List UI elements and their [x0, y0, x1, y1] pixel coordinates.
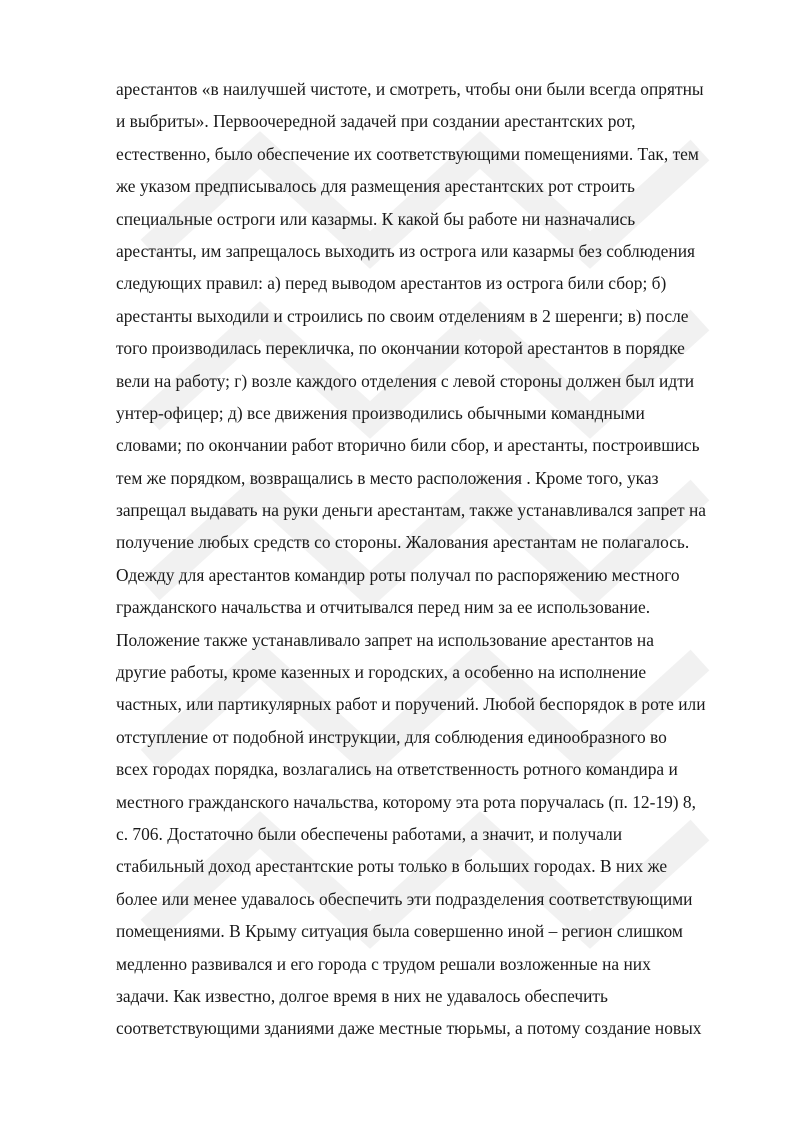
text-line: соответствующими зданиями даже местные тюрьмы, а потому создание новых: [116, 1018, 702, 1039]
text-line: тем же порядком, возвращались в место расположения . Кроме того, указ: [116, 467, 659, 488]
text-line: вели на работу; г) возле каждого отделения с левой стороны должен был идти: [116, 370, 695, 391]
text-line: того производилась перекличка, по окончании которой арестантов в порядке: [116, 338, 685, 359]
text-line: словами; по окончании работ вторично били сбор, и арестанты, построившись: [116, 435, 700, 456]
text-line: с. 706. Достаточно были обеспечены работами, а значит, и получали: [116, 823, 623, 844]
text-line: частных, или партикулярных работ и поручений. Любой беспорядок в роте или: [116, 694, 706, 715]
text-line: естественно, было обеспечение их соответствующими помещениями. Так, тем: [116, 143, 699, 164]
text-line: получение любых средств со стороны. Жалования арестантам не полагалось.: [116, 532, 690, 553]
text-line: местного гражданского начальства, которому эта рота поручалась (п. 12-19) 8,: [116, 791, 696, 812]
text-line: арестантов «в наилучшей чистоте, и смотреть, чтобы они были всегда опрятны: [116, 79, 704, 99]
text-line: Одежду для арестантов командир роты получал по распоряжению местного: [116, 564, 680, 585]
text-line: отступление от подобной инструкции, для соблюдения единообразного во: [116, 726, 667, 747]
text-line: стабильный доход арестантские роты только в больших городах. В них же: [116, 856, 668, 877]
text-line: гражданского начальства и отчитывался перед ним за ее использование.: [116, 597, 651, 618]
text-line: более или менее удавалось обеспечить эти подразделения соответствующими: [116, 888, 693, 909]
text-line: другие работы, кроме казенных и городских, а особенно на исполнение: [116, 662, 647, 683]
text-line: медленно развивался и его города с трудом решали возложенные на них: [116, 953, 651, 974]
text-line: же указом предписывалось для размещения арестантских рот строить: [116, 176, 635, 197]
text-line: помещениями. В Крыму ситуация была совершенно иной – регион слишком: [116, 921, 683, 942]
text-line: задачи. Как известно, долгое время в них не удавалось обеспечить: [116, 985, 608, 1006]
text-line: следующих правил: а) перед выводом арестантов из острога били сбор; б): [116, 273, 667, 294]
text-line: арестанты выходили и строились по своим отделениям в 2 шеренги; в) после: [116, 305, 689, 326]
body-text: [116, 73, 742, 1045]
text-line: запрещал выдавать на руки деньги арестантам, также устанавливался запрет на: [116, 500, 706, 521]
text-line: арестанты, им запрещалось выходить из острога или казармы без соблюдения: [116, 240, 696, 261]
text-line: Положение также устанавливало запрет на использование арестантов на: [116, 629, 654, 650]
text-line: всех городах порядка, возлагались на ответственность ротного командира и: [116, 759, 678, 780]
text-line: специальные остроги или казармы. К какой бы работе ни назначались: [116, 208, 636, 229]
text-line: унтер-офицер; д) все движения производились обычными командными: [116, 402, 645, 423]
text-line: и выбриты». Первоочередной задачей при создании арестантских рот,: [116, 111, 636, 132]
